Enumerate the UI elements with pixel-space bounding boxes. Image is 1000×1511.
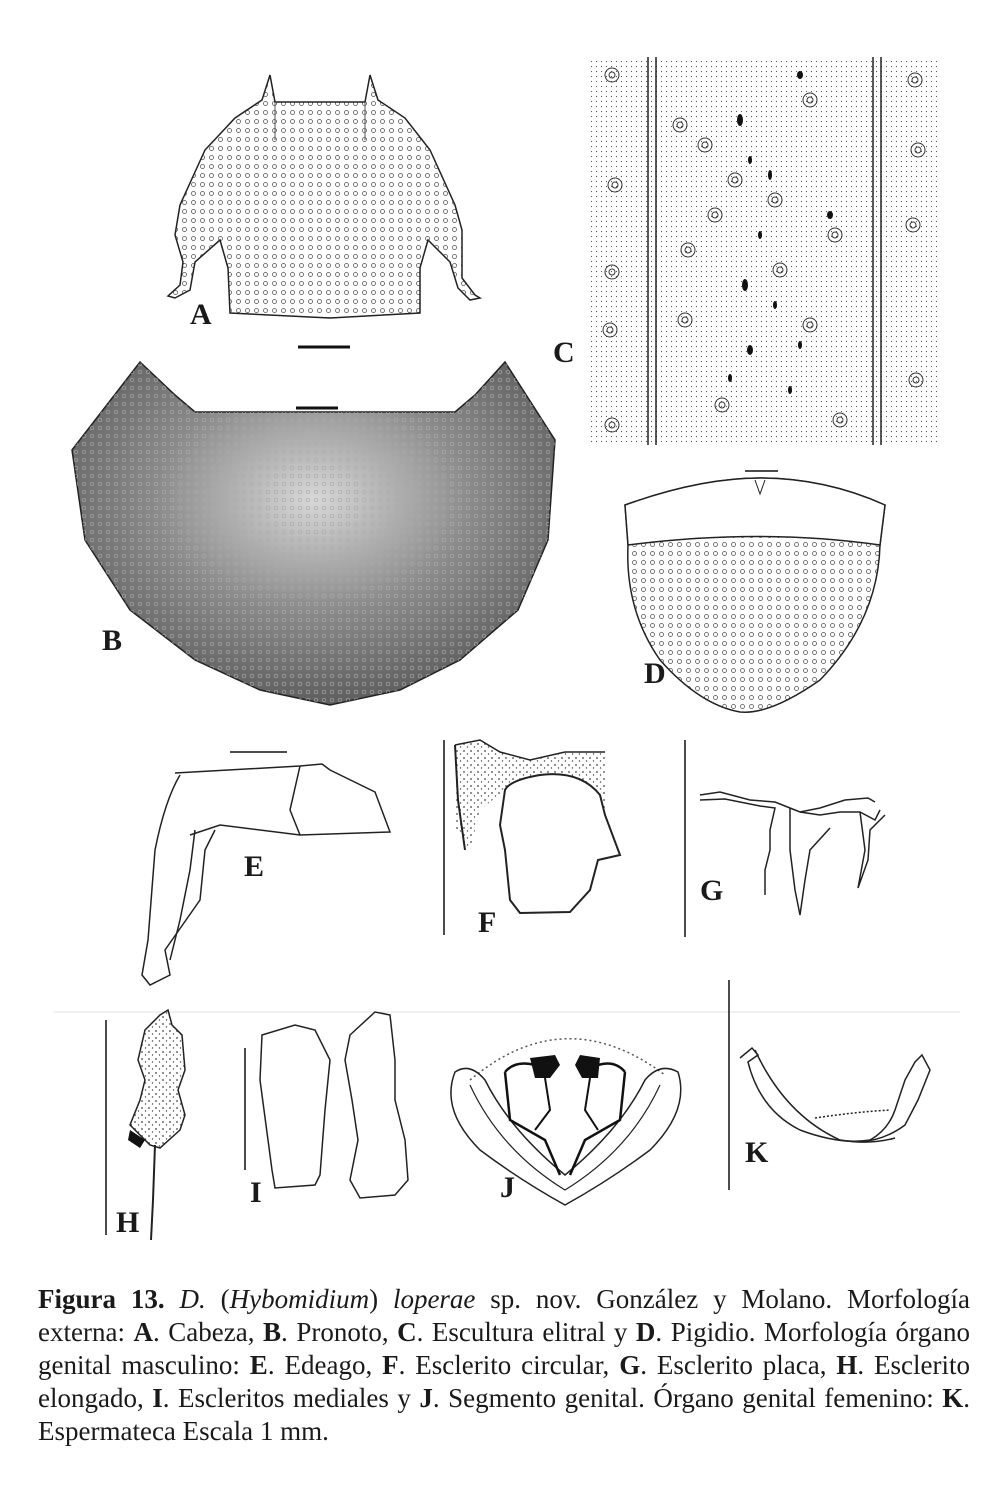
caption-item-text: . Espermateca Escala 1 mm. xyxy=(38,1383,970,1446)
caption-item-text: . Cabeza, xyxy=(153,1317,264,1347)
caption-item-text: . Pronoto, xyxy=(281,1317,398,1347)
caption-subgenus: Hybomidium xyxy=(229,1284,370,1314)
panel-letter-c: C xyxy=(553,336,575,369)
caption-item-letter: A xyxy=(133,1317,153,1347)
panel-letter-e: E xyxy=(244,850,265,883)
caption-item-text: . Pigidio. Morfología órgano genital masculino: xyxy=(38,1317,971,1380)
panel-i-medial-sclerites-drawing xyxy=(260,1012,408,1198)
caption-item-letter: B xyxy=(263,1317,282,1347)
caption-title-rest: sp. nov. González y Molano. Morfología externa: xyxy=(38,1284,971,1347)
caption-figure-label: Figura 13. xyxy=(38,1284,165,1314)
caption-item-text: . Esclerito elongado, xyxy=(38,1350,971,1413)
panel-letter-g: G xyxy=(700,874,724,907)
panel-letter-b: B xyxy=(102,624,123,657)
panel-e-aedeagus-drawing xyxy=(142,764,390,985)
caption-item-letter: H xyxy=(836,1350,858,1380)
caption-genus: D. xyxy=(179,1284,206,1314)
caption-item-text: . Esclerito circular, xyxy=(398,1350,620,1380)
caption-item-letter: I xyxy=(152,1383,163,1413)
caption-item-text: . Escultura elitral y xyxy=(416,1317,636,1347)
panel-letter-f: F xyxy=(478,906,497,939)
panel-letter-j: J xyxy=(500,1171,515,1204)
panel-letter-d: D xyxy=(644,657,666,690)
caption-item-text: . Esclerito placa, xyxy=(640,1350,837,1380)
caption-species: loperae xyxy=(392,1284,476,1314)
panel-letter-h: H xyxy=(116,1206,140,1239)
caption-item-text: . Segmento genital. Órgano genital femenino: xyxy=(432,1383,943,1413)
caption-item-letter: G xyxy=(619,1350,641,1380)
panel-a-head-drawing xyxy=(168,75,480,318)
caption-item-letter: J xyxy=(419,1383,433,1413)
caption-item-letter: K xyxy=(942,1383,964,1413)
caption-item-text: . Escleritos mediales y xyxy=(162,1383,420,1413)
panel-f-circular-sclerite-drawing xyxy=(455,740,620,913)
panel-j-genital-segment-drawing xyxy=(451,1039,681,1205)
caption-item-text: . Edeago, xyxy=(267,1350,383,1380)
caption-item-letter: E xyxy=(249,1350,268,1380)
panel-g-plate-sclerite-drawing xyxy=(700,792,885,915)
panel-c-elytral-sculpture-drawing xyxy=(590,57,938,445)
panel-letter-a: A xyxy=(190,298,212,331)
figure-caption: Figura 13. D. (Hybomidium) loperae sp. nov. González y Molano. Morfología externa: A. Cabeza, B. Pronoto, C. Escultura elitral y D. Pigidio. Morfología órgano genital masculino: E. Edeago, F. Esclerito circular, G. Esclerito placa, H. Esclerito elongado, I. Escleritos mediales y J. Segmento genital. Órgano genital femenino: K. Espermateca Escala 1 mm. xyxy=(38,1284,971,1446)
caption-item-letter: D xyxy=(635,1317,656,1347)
panel-k-spermatheca-drawing xyxy=(740,1048,930,1142)
panel-letter-i: I xyxy=(250,1176,262,1209)
panel-letter-k: K xyxy=(745,1136,769,1169)
panel-b-pronotum-drawing xyxy=(72,362,555,705)
caption-item-letter: C xyxy=(397,1317,417,1347)
caption-item-letter: F xyxy=(382,1350,399,1380)
